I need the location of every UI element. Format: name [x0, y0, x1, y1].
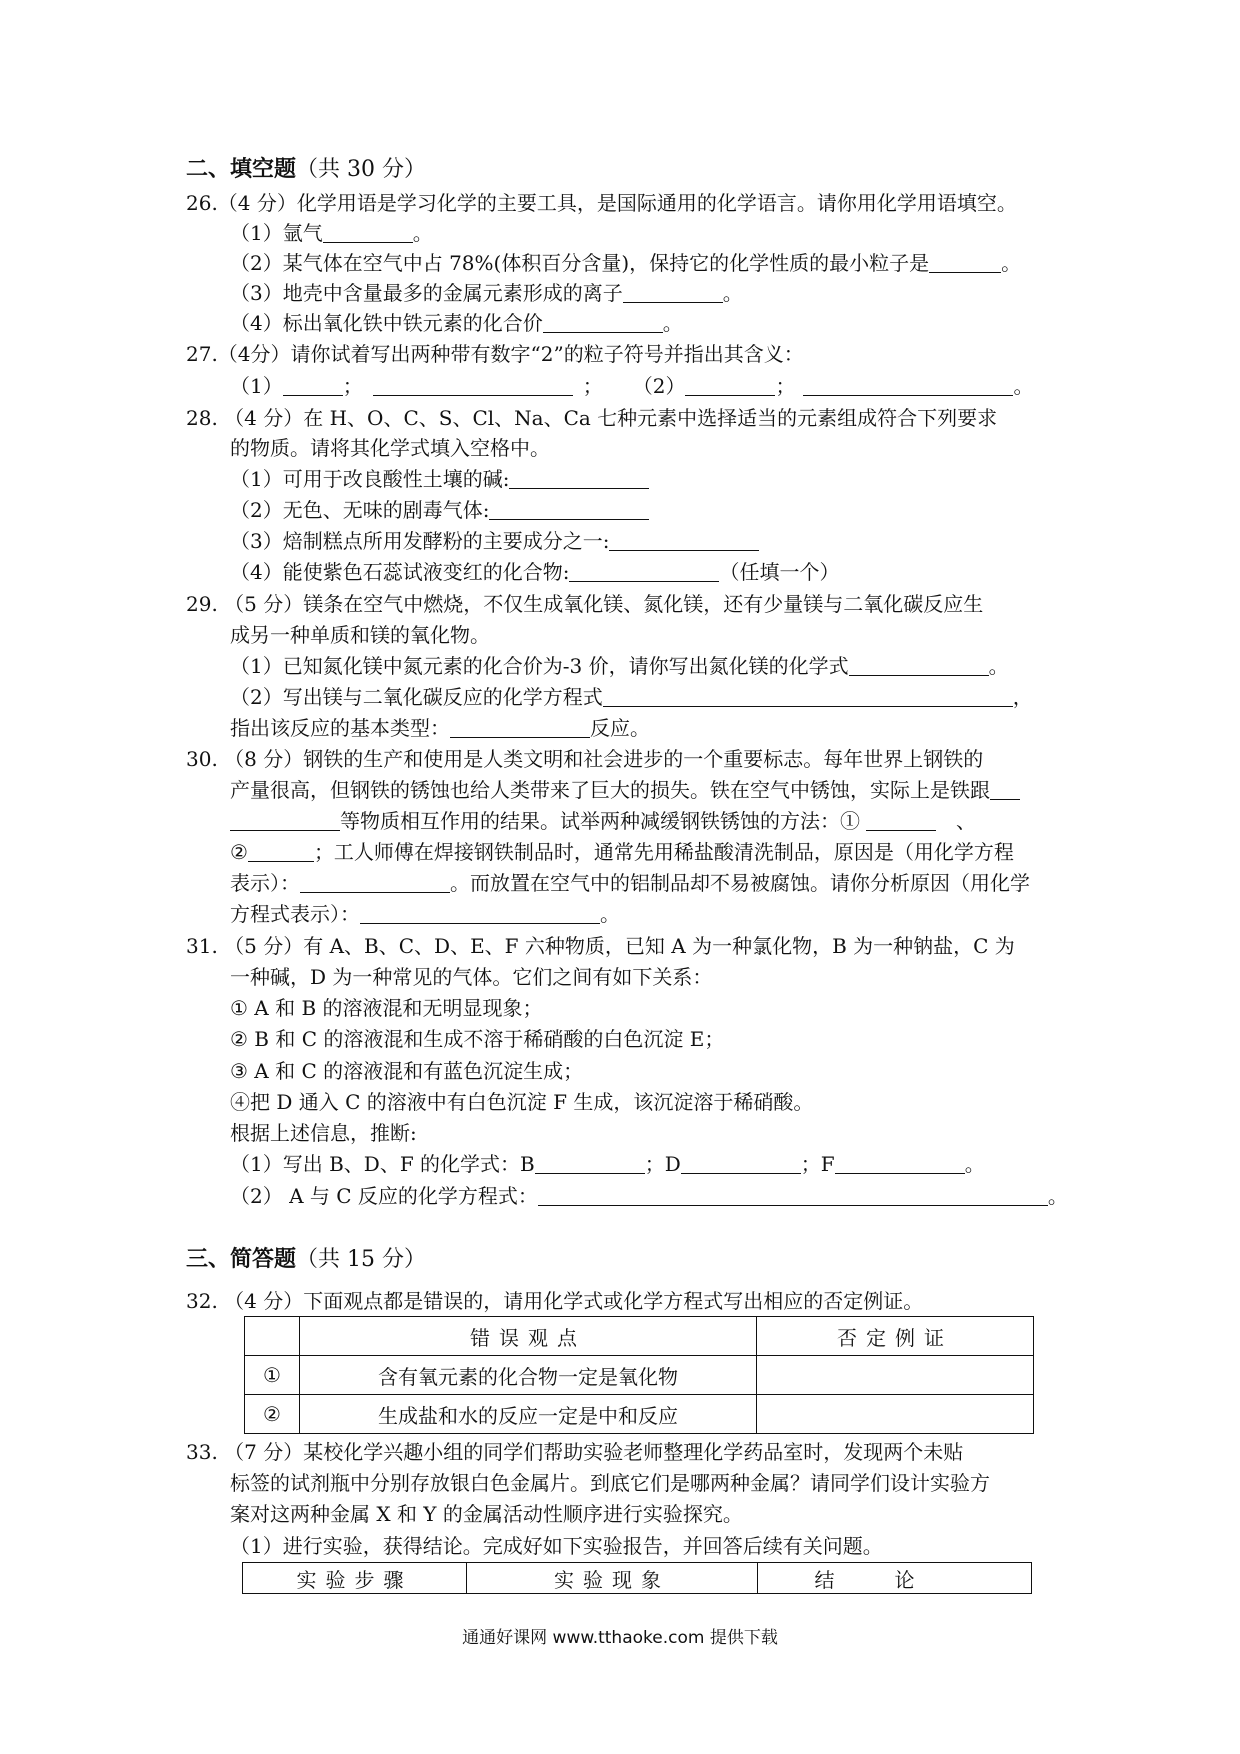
q28-part2 — [230, 496, 649, 524]
period: 。 — [662, 311, 683, 335]
q32-stem: 32. （4 分）下面观点都是错误的，请用化学式或化学方程式写出相应的否定例证。 — [186, 1289, 924, 1313]
q30-line-2 — [230, 776, 1020, 804]
q31-relation-3: ③ A 和 C 的溶液混和有蓝色沉淀生成； — [230, 1059, 584, 1083]
answer-blank[interactable] — [535, 1153, 645, 1174]
table-row — [245, 1356, 1034, 1395]
q33-line-4: （1）进行实验，获得结论。完成好如下实验报告，并回答后续有关问题。 — [230, 1534, 883, 1558]
answer-blank[interactable] — [509, 468, 649, 489]
q27-answers — [230, 372, 1033, 400]
q26-part1 — [230, 219, 433, 247]
q31-relation-4: ④把 D 通入 C 的溶液中有白色沉淀 F 生成，该沉淀溶于稀硝酸。 — [230, 1090, 814, 1114]
answer-blank[interactable] — [450, 717, 590, 738]
table-header: 实验步骤 — [243, 1563, 467, 1594]
q26-part1-text: （1）氩气 — [230, 221, 323, 245]
q27-stem: 27.（4分）请你试着写出两种带有数字“2”的粒子符号并指出其含义： — [186, 342, 804, 366]
q32-table — [244, 1316, 1034, 1434]
section-2-heading — [186, 156, 426, 184]
q28-stem-2: 的物质。请将其化学式填入空格中。 — [230, 436, 550, 460]
q31-part1-d: ；D — [644, 1152, 681, 1176]
comma: ， — [1012, 685, 1033, 709]
answer-blank[interactable] — [489, 499, 649, 520]
q29-part3-end: 反应。 — [590, 716, 650, 740]
period: 。 — [1001, 251, 1022, 275]
table-header-row — [243, 1563, 1032, 1594]
answer-blank[interactable] — [866, 810, 936, 831]
table-header: 实验现象 — [467, 1563, 758, 1594]
q31-relation-2: ② B 和 C 的溶液混和生成不溶于稀硝酸的白色沉淀 E； — [230, 1027, 725, 1051]
q26-part3-text: （3）地壳中含量最多的金属元素形成的离子 — [230, 281, 623, 305]
period: 。 — [412, 221, 433, 245]
answer-blank[interactable] — [538, 1185, 1048, 1206]
table-header: 否定例证 — [757, 1317, 1034, 1356]
row-number: ① — [245, 1356, 300, 1395]
period: 。 — [988, 654, 1009, 678]
answer-blank[interactable] — [569, 561, 719, 582]
q31-part1-text: （1）写出 B、D、F 的化学式：B — [230, 1152, 535, 1176]
answer-blank[interactable] — [849, 655, 989, 676]
section-points: （共 30 分） — [296, 157, 426, 182]
answer-blank[interactable] — [323, 222, 413, 243]
proof-cell[interactable] — [757, 1356, 1034, 1395]
q31-part1 — [230, 1150, 985, 1178]
section-title: 三、简答题 — [186, 1247, 297, 1272]
q30-line-3 — [230, 807, 976, 835]
q29-part3 — [230, 714, 650, 742]
q30-line-3-text: 等物质相互作用的结果。试举两种减缓钢铁锈蚀的方法：① — [340, 809, 860, 833]
q26-part4-text: （4）标出氧化铁中铁元素的化合价 — [230, 311, 543, 335]
proof-cell[interactable] — [757, 1395, 1034, 1434]
q27-part1-label: （1） — [230, 374, 283, 398]
q31-part2-text: （2） A 与 C 反应的化学方程式： — [230, 1184, 538, 1208]
q27-part2-label: （2） — [642, 374, 686, 398]
q28-part4 — [230, 558, 839, 586]
q31-infer: 根据上述信息，推断: — [230, 1121, 417, 1145]
q31-part1-f: ；F — [800, 1152, 835, 1176]
period: 。 — [722, 281, 743, 305]
answer-blank[interactable] — [990, 779, 1020, 800]
wrong-view: 生成盐和水的反应一定是中和反应 — [300, 1395, 757, 1434]
answer-blank[interactable] — [929, 252, 1001, 273]
period: 。 — [1047, 1184, 1068, 1208]
answer-blank[interactable] — [373, 375, 573, 396]
q29-part1 — [230, 652, 1009, 680]
q28-part1-text: （1）可用于改良酸性土壤的碱: — [230, 467, 510, 491]
q29-part2-text: （2）写出镁与二氧化碳反应的化学方程式 — [230, 685, 603, 709]
q28-part4-text: （4）能使紫色石蕊试液变红的化合物: — [230, 560, 570, 584]
q33-line-3: 案对这两种金属 X 和 Y 的金属活动性顺序进行实验探究。 — [230, 1502, 743, 1526]
answer-blank[interactable] — [283, 375, 343, 396]
q30-line-5-label: 表示）： — [230, 871, 300, 895]
separator: ； — [775, 374, 796, 398]
answer-blank[interactable] — [230, 810, 340, 831]
answer-blank[interactable] — [835, 1153, 965, 1174]
answer-blank[interactable] — [623, 282, 723, 303]
q33-line-2: 标签的试剂瓶中分别存放银白色金属片。到底它们是哪两种金属？请同学们设计实验方 — [230, 1471, 990, 1495]
circle-2: ② — [230, 840, 248, 864]
q26-part4 — [230, 309, 683, 337]
q30-line-2-text: 产量很高，但钢铁的锈蚀也给人类带来了巨大的损失。铁在空气中锈蚀，实际上是铁跟 — [230, 778, 990, 802]
q28-part3-text: （3）焙制糕点所用发酵粉的主要成分之一: — [230, 529, 610, 553]
separator: ； — [342, 374, 363, 398]
q29-stem-2: 成另一种单质和镁的氧化物。 — [230, 623, 490, 647]
q29-part1-text: （1）已知氮化镁中氮元素的化合价为-3 价，请你写出氮化镁的化学式 — [230, 654, 849, 678]
page-footer: 通通好课网 www.tthaoke.com 提供下载 — [462, 1628, 778, 1648]
period: 。 — [964, 1152, 985, 1176]
q31-relation-1: ① A 和 B 的溶液混和无明显现象； — [230, 996, 543, 1020]
answer-blank[interactable] — [248, 841, 314, 862]
wrong-view: 含有氧元素的化合物一定是氧化物 — [300, 1356, 757, 1395]
period: 。 — [1013, 374, 1034, 398]
q30-line-5-text: 。而放置在空气中的铝制品却不易被腐蚀。请你分析原因（用化学 — [450, 871, 1030, 895]
q31-line-1: 31. （5 分）有 A、B、C、D、E、F 六种物质，已知 A 为一种氯化物，B 为一种钠盐，C 为 — [186, 934, 1015, 958]
section-points: （共 15 分） — [296, 1247, 426, 1272]
answer-blank[interactable] — [300, 872, 450, 893]
answer-blank[interactable] — [603, 686, 1013, 707]
answer-blank[interactable] — [681, 1153, 801, 1174]
q28-part3 — [230, 527, 759, 555]
q30-line-6-label: 方程式表示）： — [230, 902, 360, 926]
q28-part4-note: （任填一个） — [719, 560, 840, 584]
q28-stem-1: 28. （4 分）在 H、O、C、S、Cl、Na、Ca 七种元素中选择适当的元素组成符合下列要求 — [186, 406, 998, 430]
section-3-heading — [186, 1246, 426, 1274]
q26-part3 — [230, 279, 743, 307]
answer-blank[interactable] — [609, 530, 759, 551]
answer-blank[interactable] — [360, 903, 600, 924]
q30-line-6 — [230, 900, 620, 928]
q30-line-4 — [230, 838, 1014, 866]
q29-stem-1: 29. （5 分）镁条在空气中燃烧，不仅生成氧化镁、氮化镁，还有少量镁与二氧化碳反应生 — [186, 592, 984, 616]
q31-line-2: 一种碱，D 为一种常见的气体。它们之间有如下关系： — [230, 965, 713, 989]
table-row — [245, 1395, 1034, 1434]
q28-part2-text: （2）无色、无味的剧毒气体: — [230, 498, 490, 522]
q26-stem: 26.（4 分）化学用语是学习化学的主要工具，是国际通用的化学语言。请你用化学用语填空。 — [186, 191, 1017, 215]
q30-line-5 — [230, 869, 1030, 897]
table-header: 结论 — [758, 1563, 1032, 1594]
answer-blank[interactable] — [543, 312, 663, 333]
table-header — [245, 1317, 300, 1356]
dun-hao: 、 — [956, 809, 976, 833]
q31-part2 — [230, 1182, 1068, 1210]
q30-line-4-text: ；工人师傅在焊接钢铁制品时，通常先用稀盐酸清洗制品，原因是（用化学方程 — [313, 840, 1014, 864]
table-header: 错误观点 — [300, 1317, 757, 1356]
q26-part2-text: （2）某气体在空气中占 78%(体积百分含量)，保持它的化学性质的最小粒子是 — [230, 251, 930, 275]
answer-blank[interactable] — [685, 375, 775, 396]
q29-part3-text: 指出该反应的基本类型： — [230, 716, 450, 740]
section-title: 二、填空题 — [186, 157, 297, 182]
q33-line-1: 33. （7 分）某校化学兴趣小组的同学们帮助实验老师整理化学药品室时，发现两个未贴 — [186, 1440, 964, 1464]
q26-part2 — [230, 249, 1021, 277]
q29-part2 — [230, 683, 1033, 711]
q30-line-1: 30. （8 分）钢铁的生产和使用是人类文明和社会进步的一个重要标志。每年世界上钢铁的 — [186, 747, 984, 771]
q33-table — [242, 1562, 1032, 1594]
q28-part1 — [230, 465, 649, 493]
period: 。 — [600, 902, 620, 926]
answer-blank[interactable] — [803, 375, 1013, 396]
separator: ； — [582, 374, 603, 398]
row-number: ② — [245, 1395, 300, 1434]
table-header-row — [245, 1317, 1034, 1356]
